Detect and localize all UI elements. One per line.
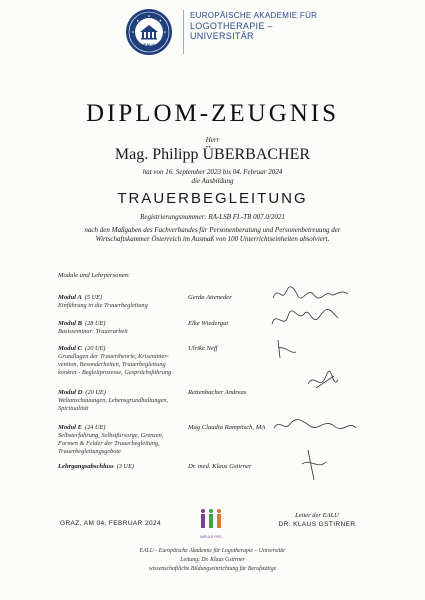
module-entry: [58, 389, 168, 413]
module-title: Modul C: [58, 345, 83, 352]
module-units: (24 UE): [85, 424, 106, 431]
signature-b: [272, 309, 338, 324]
footer-info: [0, 547, 425, 574]
leader-block: [262, 512, 372, 528]
place-date: GRAZ, AM 04. FEBRUAR 2024: [60, 520, 162, 527]
module-title: Modul E: [58, 424, 83, 431]
module-entry: [58, 345, 171, 377]
leader-name: DR. KLAUS GSTIRNER: [278, 521, 356, 528]
module-teacher: Dr. med. Klaus Gstirner: [188, 463, 252, 470]
footer-line-3: wissenschaftliche Bildungseinrichtung für Berufstätige: [148, 566, 277, 572]
document-title: DIPLOM-ZEUGNIS: [85, 100, 340, 127]
module-heading: [58, 463, 134, 471]
module-entry: [58, 294, 148, 310]
module-heading: [58, 345, 171, 353]
description-line-1: nach den Maßgaben des Fachverbandes für Personenberatung und Personenbetreuung der: [84, 226, 341, 234]
module-title: Modul B: [58, 320, 83, 327]
module-heading: [58, 424, 163, 432]
signatures: [268, 280, 363, 490]
registration-number: Registrierungsnummer: RA-LSB FL-TB 007.0/2021: [140, 213, 285, 221]
module-entry: [58, 463, 134, 471]
module-description-line: vention, Besonderheiten, Trauerbegleitung: [58, 361, 166, 368]
module-teacher: Rettenbacher Andreas: [188, 389, 247, 396]
footer-line-1: EALU - Europäische Akademie für Logotherapie – Universitär: [139, 548, 286, 554]
course-intro: die Ausbildung: [191, 177, 234, 185]
impuls-pro-logo: [198, 508, 224, 538]
module-units: (20 UE): [85, 389, 106, 396]
module-teacher: Gerda Atteneder: [188, 294, 232, 301]
module-units: (3 UE): [116, 463, 135, 470]
signature-d: [308, 371, 338, 388]
leader-title: Leiter der EALU: [295, 512, 339, 519]
module-description-line: Einführung in die Trauerbegleitung: [58, 302, 148, 309]
modules-heading: Module und Lehrpersonen:: [58, 272, 131, 279]
org-name-line-1: EUROPÄISCHE AKADEMIE FÜR: [190, 11, 318, 20]
signature-c: [278, 340, 296, 358]
signature-e: [274, 420, 356, 429]
module-teacher: Mag Claudia Rampitsch, MA: [188, 424, 266, 431]
module-units: (28 UE): [85, 320, 106, 327]
footer-line-2: Leitung: Dr. Klaus Gstirner: [180, 557, 245, 563]
signature-f: [302, 450, 326, 480]
module-entry: [58, 320, 128, 336]
module-description-line: Basisseminar: Trauerarbeit: [58, 328, 128, 335]
ealu-seal-logo: [125, 8, 173, 56]
module-title: Modul A: [58, 294, 82, 301]
module-heading: [58, 389, 168, 397]
module-teacher: Ulrike Neff: [188, 345, 218, 352]
module-description-line: Formen & Felder der Trauerbegleitung,: [58, 440, 160, 447]
module-teacher: Elke Wiedergut: [188, 320, 229, 327]
logo-divider: [183, 10, 184, 54]
module-description-line: Weltanschauungen, Lebensgrundhaltungen,: [58, 397, 169, 404]
salutation: Herr: [205, 136, 220, 144]
module-heading: [58, 320, 128, 328]
org-name-line-2: LOGOTHERAPIE –: [190, 21, 273, 31]
module-description-line: Selbsterfahrung, Selbstfürsorge, Grenzen,: [58, 432, 164, 439]
impuls-pro-label: IMPULS PRO: [200, 535, 222, 539]
module-heading: [58, 294, 148, 302]
course-period: hat von 16. September 2023 bis 04. Februar 2024: [142, 168, 283, 176]
logo-lettering: EALU: [143, 42, 155, 47]
signature-a: [273, 287, 348, 298]
description-line-2: Wirtschaftskammer Österreich im Ausmaß von 100 Unterrichtseinheiten absolviert.: [95, 235, 330, 243]
recipient-name: Mag. Philipp ÜBERBACHER: [114, 146, 311, 163]
module-description-line: Grundlagen der Trauertheorie, Kriseninter-: [58, 353, 169, 360]
module-entry: [58, 424, 163, 456]
org-name-line-3: UNIVERSITÄR: [190, 31, 254, 41]
module-title: Lehrgangsabschluss: [58, 463, 114, 470]
course-name: TRAUERBEGLEITUNG: [117, 190, 308, 207]
module-description-line: konkret - Begleitprozesse, Gesprächsführung: [58, 369, 172, 376]
module-units: (20 UE): [85, 345, 106, 352]
module-units: (5 UE): [84, 294, 103, 301]
org-name: [190, 11, 317, 41]
module-description-line: Trauerbegleitungsgebote: [58, 448, 121, 455]
module-title: Modul D: [58, 389, 83, 396]
module-description-line: Spiritualität: [58, 405, 89, 412]
